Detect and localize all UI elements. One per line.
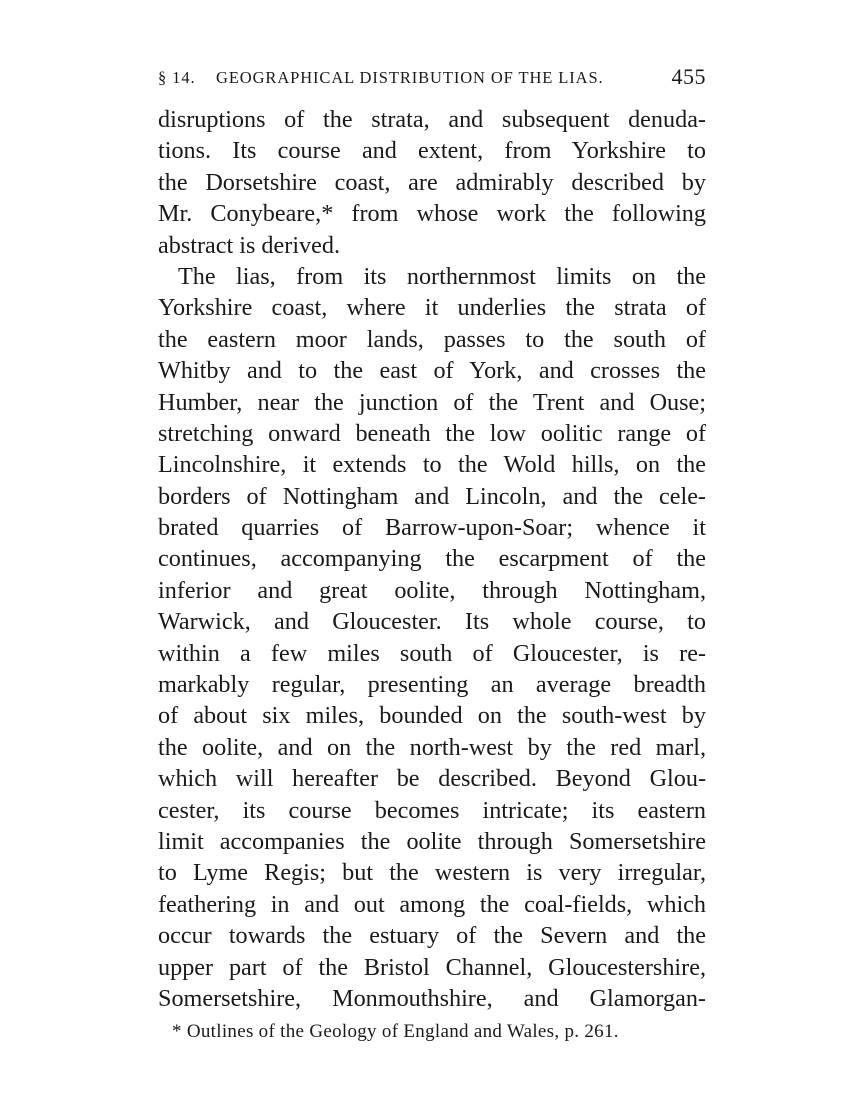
text-line: upper part of the Bristol Channel, Gloucestershire, bbox=[158, 953, 706, 981]
text-line: Lincolnshire, it extends to the Wold hills, on the bbox=[158, 451, 706, 479]
text-line: stretching onward beneath the low oolitic range of bbox=[158, 419, 706, 447]
text-line: cester, its course becomes intricate; its eastern bbox=[158, 796, 706, 824]
text-line: Humber, near the junction of the Trent and Ouse; bbox=[158, 388, 706, 416]
text-line: Mr. Conybeare,* from whose work the following bbox=[158, 200, 706, 228]
text-line: disruptions of the strata, and subsequent denuda- bbox=[158, 106, 706, 133]
text-line: inferior and great oolite, through Nottingham, bbox=[158, 576, 706, 604]
text-line: Somersetshire, Monmouthshire, and Glamorgan- bbox=[158, 984, 706, 1012]
page-number: 455 bbox=[671, 64, 706, 89]
section-number: § 14. bbox=[158, 68, 196, 87]
text-line: markably regular, presenting an average breadth bbox=[158, 671, 706, 699]
text-line: Whitby and to the east of York, and crosses the bbox=[158, 357, 706, 385]
text-line: limit accompanies the oolite through Somersetshire bbox=[158, 827, 706, 855]
text-line: Warwick, and Gloucester. Its whole course, to bbox=[158, 608, 706, 636]
text-line: borders of Nottingham and Lincoln, and the cele- bbox=[158, 482, 706, 510]
text-line: occur towards the estuary of the Severn and the bbox=[158, 922, 706, 950]
text-line: Yorkshire coast, where it underlies the strata of bbox=[158, 294, 706, 322]
text-line: tions. Its course and extent, from Yorkshire to bbox=[158, 137, 706, 165]
text-line: the oolite, and on the north-west by the red marl, bbox=[158, 733, 706, 761]
text-line: The lias, from its northernmost limits on the bbox=[178, 262, 706, 290]
text-line: to Lyme Regis; but the western is very irregular, bbox=[158, 859, 706, 887]
text-line: feathering in and out among the coal-fields, which bbox=[158, 890, 706, 918]
running-title: GEOGRAPHICAL DISTRIBUTION OF THE LIAS. bbox=[216, 68, 604, 87]
text-line: the eastern moor lands, passes to the south of bbox=[158, 325, 706, 353]
body-text bbox=[158, 104, 706, 1014]
text-line: the Dorsetshire coast, are admirably described by bbox=[158, 168, 706, 196]
text-line: within a few miles south of Gloucester, is re- bbox=[158, 639, 706, 667]
text-line: abstract is derived. bbox=[158, 231, 341, 259]
running-head bbox=[158, 64, 706, 94]
footnote: * Outlines of the Geology of England and Wales, p. 261. bbox=[172, 1021, 619, 1042]
text-line: brated quarries of Barrow-upon-Soar; whence it bbox=[158, 514, 706, 542]
text-line: continues, accompanying the escarpment of the bbox=[158, 545, 706, 573]
text-line: which will hereafter be described. Beyond Glou- bbox=[158, 765, 706, 793]
text-line: of about six miles, bounded on the south-west by bbox=[158, 702, 706, 730]
